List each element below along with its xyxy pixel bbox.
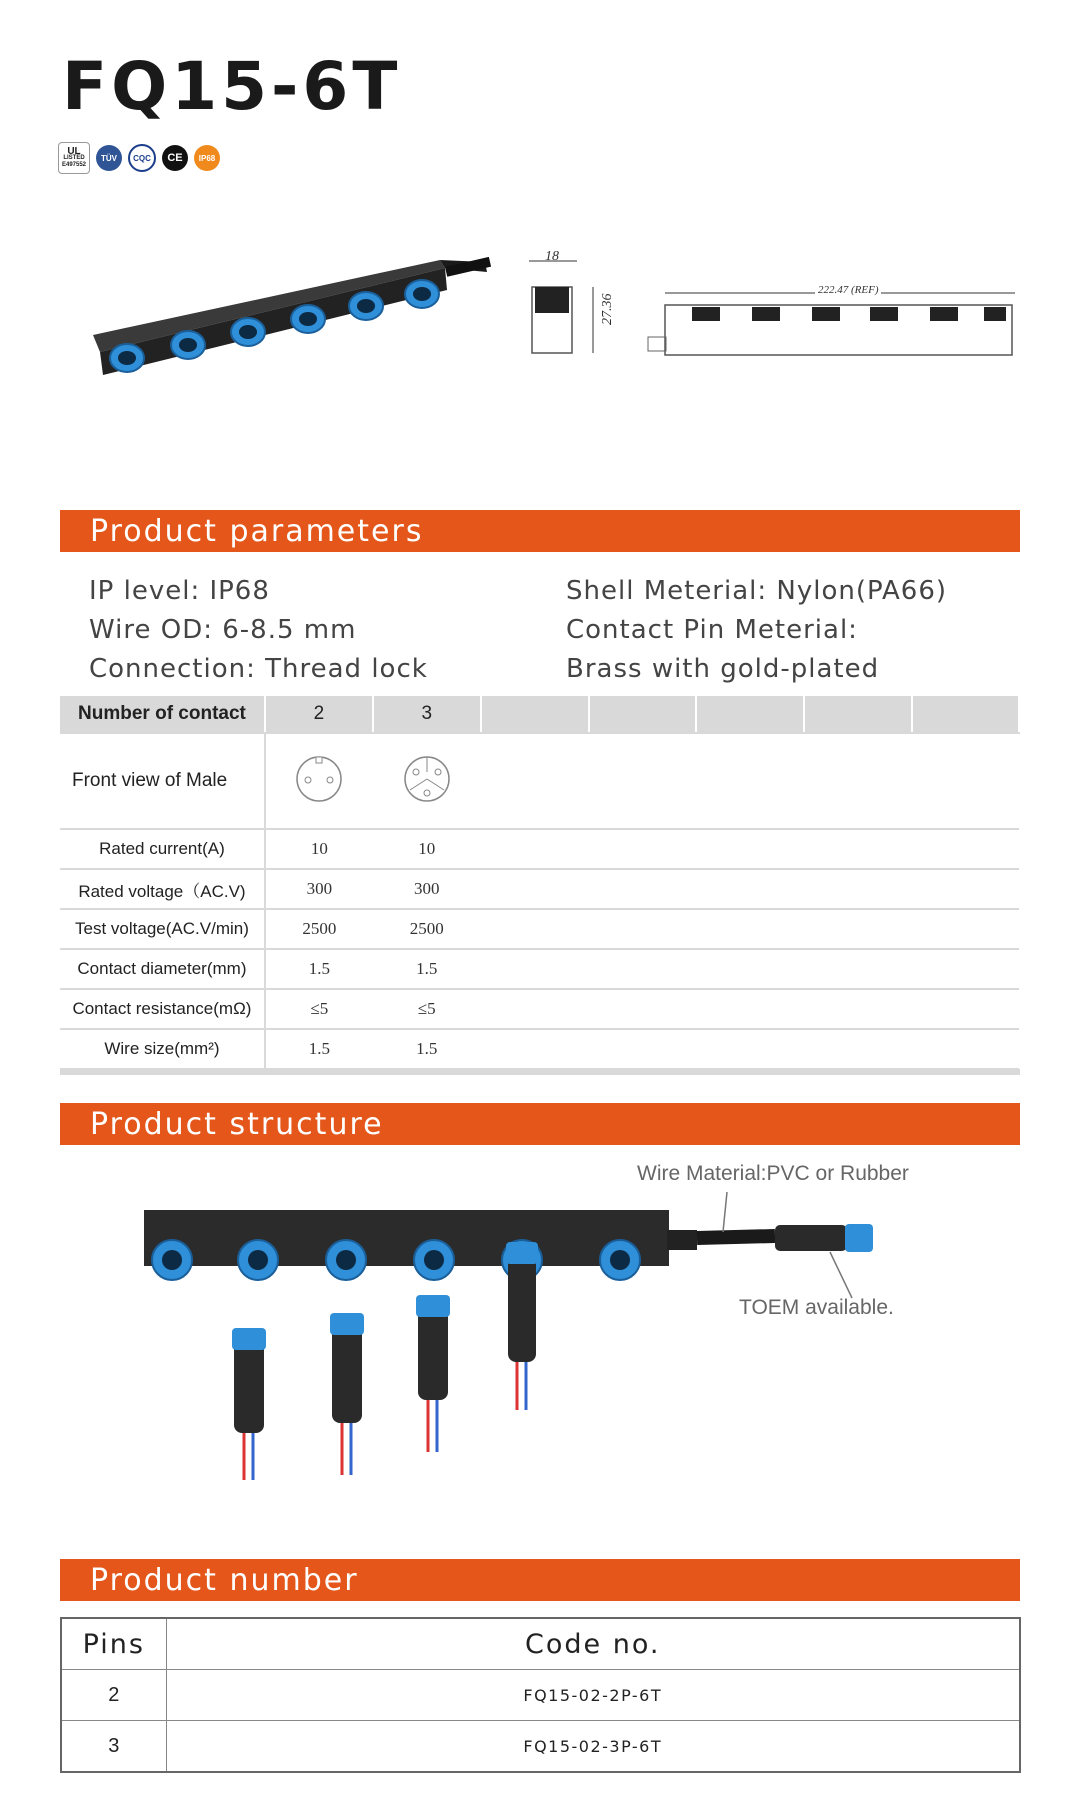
table-bottom-rule — [60, 1069, 1020, 1075]
param-shell-material: Shell Meterial: Nylon(PA66) — [566, 576, 948, 606]
structure-diagram — [140, 1180, 910, 1540]
spec-header-label: Number of contact — [60, 696, 265, 733]
two-pin-face-icon — [294, 754, 344, 804]
ul-listed-icon: UL LISTED E497552 — [58, 142, 90, 174]
height-dimension: 27.36 — [600, 293, 615, 325]
param-ip-level: IP level: IP68 — [89, 576, 270, 606]
table-row: 2 FQ15-02-2P-6T — [61, 1670, 1020, 1721]
param-connection: Connection: Thread lock — [89, 654, 428, 684]
ce-icon: CE — [162, 145, 188, 171]
cqc-icon: CQC — [128, 144, 156, 172]
param-contact-pin-material: Contact Pin Meterial: — [566, 615, 858, 645]
product-number-header-row — [61, 1618, 1020, 1670]
spec-row: Contact resistance(mΩ) ≤5 ≤5 — [60, 989, 1019, 1029]
pins-column-header: Pins — [61, 1618, 166, 1670]
spec-row-front-view — [60, 733, 1019, 829]
param-wire-od: Wire OD: 6-8.5 mm — [89, 615, 357, 645]
spec-row: Rated voltage（AC.V) 300 300 — [60, 869, 1019, 909]
contact-count-3: 3 — [373, 696, 481, 733]
spec-row: Test voltage(AC.V/min) 2500 2500 — [60, 909, 1019, 949]
wire-material-note: Wire Material:PVC or Rubber — [637, 1162, 909, 1185]
ip68-icon: IP68 — [194, 145, 220, 171]
section-header-parameters: Product parameters — [60, 510, 1020, 552]
section-header-number: Product number — [60, 1559, 1020, 1601]
spec-row: Wire size(mm²) 1.5 1.5 — [60, 1029, 1019, 1069]
param-contact-pin-plating: Brass with gold-plated — [566, 654, 880, 684]
page-title: FQ15-6T — [62, 48, 402, 125]
spec-row: Contact diameter(mm) 1.5 1.5 — [60, 949, 1019, 989]
oem-note: TOEM available. — [739, 1296, 894, 1319]
length-dimension: 222.47 (REF) — [815, 284, 881, 296]
section-header-structure: Product structure — [60, 1103, 1020, 1145]
table-row: 3 FQ15-02-3P-6T — [61, 1721, 1020, 1773]
spec-row: Rated current(A) 10 10 — [60, 829, 1019, 869]
front-view-label: Front view of Male — [60, 733, 265, 829]
product-number-table — [60, 1617, 1021, 1773]
contact-count-2: 2 — [265, 696, 373, 733]
width-dimension: 18 — [545, 249, 559, 264]
spec-header-row — [60, 696, 1019, 733]
product-photo — [85, 240, 505, 380]
tuv-icon: TÜV — [96, 145, 122, 171]
code-column-header: Code no. — [166, 1618, 1020, 1670]
front-view-drawing — [640, 285, 1020, 360]
certification-icons — [58, 142, 220, 174]
three-pin-face-icon — [402, 754, 452, 804]
spec-table — [60, 696, 1020, 1070]
